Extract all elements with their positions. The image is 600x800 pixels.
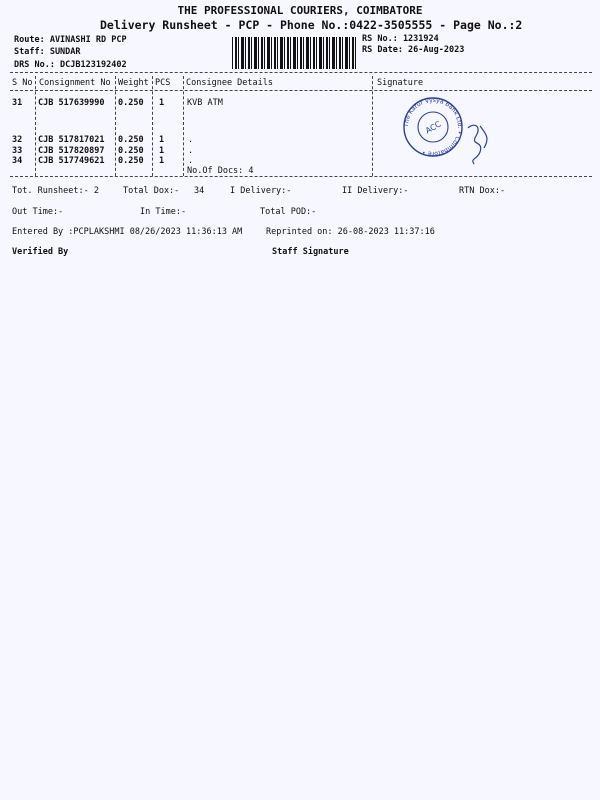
row-details: . xyxy=(188,146,194,156)
i-delivery: I Delivery:- xyxy=(230,186,292,196)
ii-delivery: II Delivery:- xyxy=(342,186,409,196)
row-consignment: CJB 517817021 xyxy=(38,135,105,145)
row-sno: 33 xyxy=(12,146,23,156)
staff-label: Staff: SUNDAR xyxy=(14,47,81,57)
col-header-weight: Weight xyxy=(118,78,149,88)
route-label: Route: AVINASHI RD PCP xyxy=(14,35,127,45)
row-weight: 0.250 xyxy=(118,135,144,145)
signature-mark xyxy=(460,118,500,168)
barcode xyxy=(232,37,357,69)
in-time: In Time:- xyxy=(140,207,187,217)
verified-by: Verified By xyxy=(12,247,69,257)
total-dox-label: Total Dox:- xyxy=(123,186,180,196)
divider xyxy=(10,90,592,91)
column-divider xyxy=(152,76,153,176)
divider xyxy=(10,72,592,73)
column-divider xyxy=(372,76,373,176)
row-weight: 0.250 xyxy=(118,156,144,166)
row-pcs: 1 xyxy=(159,156,165,166)
reprinted-on: Reprinted on: 26-08-2023 11:37:16 xyxy=(266,227,435,237)
column-divider xyxy=(115,76,116,176)
col-header-consignment: Consignment No xyxy=(39,78,111,88)
row-consignment: CJB 517639990 xyxy=(38,98,105,108)
row-weight: 0.250 xyxy=(118,98,144,108)
total-dox-value: 34 xyxy=(194,186,205,196)
row-details: . xyxy=(188,135,194,145)
row-sno: 32 xyxy=(12,135,23,145)
row-pcs: 1 xyxy=(159,98,165,108)
row-sno: 31 xyxy=(12,98,23,108)
entered-by: Entered By :PCPLAKSHMI 08/26/2023 11:36:13 AM xyxy=(12,227,243,237)
row-details: . xyxy=(188,156,194,166)
total-runsheet: Tot. Runsheet:- 2 xyxy=(12,186,99,196)
rtn-dox: RTN Dox:- xyxy=(459,186,506,196)
company-title: THE PROFESSIONAL COURIERS, COIMBATORE xyxy=(177,4,423,17)
row-pcs: 1 xyxy=(159,135,165,145)
row-weight: 0.250 xyxy=(118,146,144,156)
out-time: Out Time:- xyxy=(12,207,64,217)
col-header-sno: S No xyxy=(12,78,33,88)
total-pod: Total POD:- xyxy=(260,207,317,217)
stamp-center-text: ACC xyxy=(423,119,443,136)
col-header-pcs: PCS xyxy=(155,78,171,88)
drs-number: DRS No.: DCJB123192402 xyxy=(14,60,127,70)
rs-number: RS No.: 1231924 xyxy=(362,34,439,44)
row-sno: 34 xyxy=(12,156,23,166)
stamp-outer-text: The Karur Vysya Bank Ltd. • Coimbatore • xyxy=(402,96,464,158)
row-consignment: CJB 517820897 xyxy=(38,146,105,156)
staff-signature: Staff Signature xyxy=(272,247,349,257)
col-header-consignee: Consignee Details xyxy=(186,78,273,88)
divider xyxy=(10,176,592,177)
no-of-docs: No.Of Docs: 4 xyxy=(187,166,254,176)
row-details: KVB ATM xyxy=(187,98,223,108)
bank-stamp xyxy=(398,96,468,158)
row-pcs: 1 xyxy=(159,146,165,156)
column-divider xyxy=(183,76,184,176)
row-consignment: CJB 517749621 xyxy=(38,156,105,166)
col-header-signature: Signature xyxy=(377,78,424,88)
rs-date: RS Date: 26-Aug-2023 xyxy=(362,45,465,55)
column-divider xyxy=(35,76,36,176)
runsheet-subtitle: Delivery Runsheet - PCP - Phone No.:0422-3505555 - Page No.:2 xyxy=(100,18,523,32)
